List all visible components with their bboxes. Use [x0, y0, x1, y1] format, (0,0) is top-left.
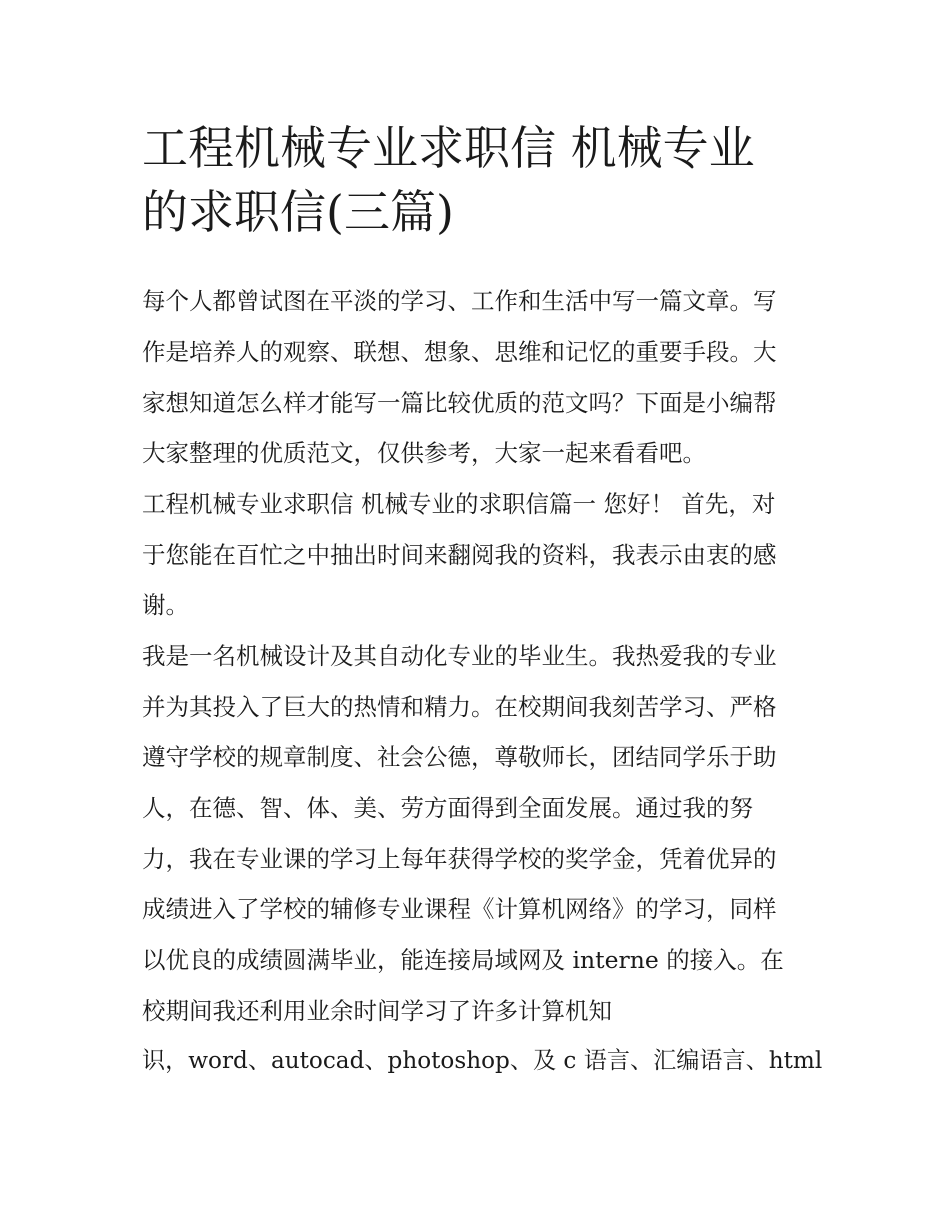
paragraph-line: 作是培养人的观察、联想、想象、思维和记忆的重要手段。大: [142, 338, 777, 366]
paragraph-line: 大家整理的优质范文，仅供参考，大家一起来看看吧。: [142, 439, 706, 467]
paragraph-line: 我是一名机械设计及其自动化专业的毕业生。我热爱我的专业: [142, 642, 777, 670]
title-line-2: 的求职信(三篇): [142, 185, 454, 239]
paragraph-line: 校期间我还利用业余时间学习了许多计算机知: [142, 997, 612, 1025]
paragraph-line: 力，我在专业课的学习上每年获得学校的奖学金，凭着优异的: [142, 845, 777, 873]
paragraph-line: 并为其投入了巨大的热情和精力。在校期间我刻苦学习、严格: [142, 693, 777, 721]
document-title: [142, 116, 822, 244]
paragraph-line: 每个人都曾试图在平淡的学习、工作和生活中写一篇文章。写: [142, 287, 777, 315]
paragraph-line: 遵守学校的规章制度、社会公德，尊敬师长，团结同学乐于助: [142, 743, 777, 771]
paragraph-line: 人，在德、智、体、美、劳方面得到全面发展。通过我的努: [142, 794, 753, 822]
paragraph-line: 于您能在百忙之中抽出时间来翻阅我的资料，我表示由衷的感: [142, 541, 777, 569]
paragraph-line: 工程机械专业求职信 机械专业的求职信篇一 您好！ 首先，对: [142, 490, 776, 518]
paragraph-line: 谢。: [142, 591, 189, 619]
paragraph-line: 以优良的成绩圆满毕业，能连接局域网及 interne 的接入。在: [142, 946, 784, 974]
paragraph-line: 识，word、autocad、photoshop、及 c 语言、汇编语言、html: [142, 1048, 823, 1074]
paragraph-line: 家想知道怎么样才能写一篇比较优质的范文吗？下面是小编帮: [142, 389, 777, 417]
paragraph-line: 成绩进入了学校的辅修专业课程《计算机网络》的学习，同样: [142, 895, 777, 923]
title-line-1: 工程机械专业求职信 机械专业: [142, 121, 755, 175]
